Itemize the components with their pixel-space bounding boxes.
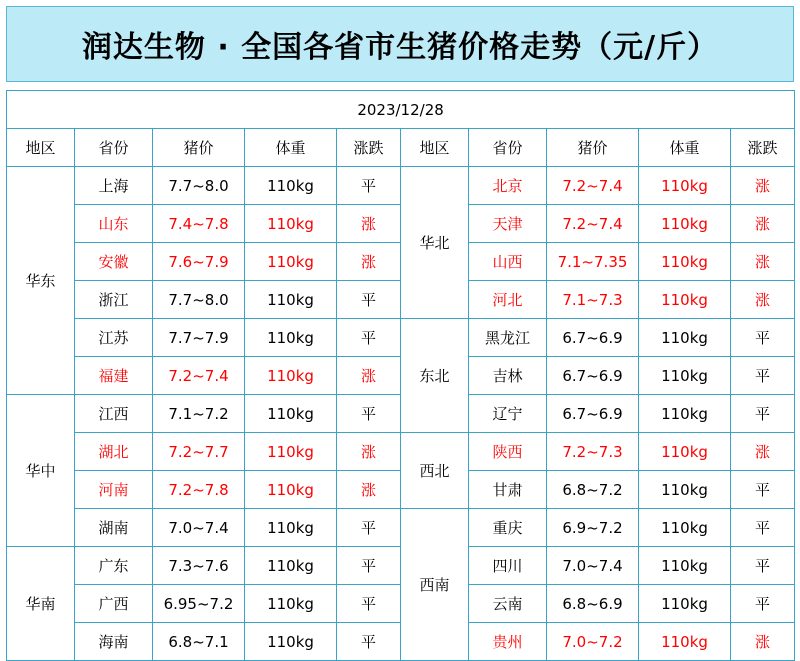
price-cell: 6.95~7.2 — [153, 585, 245, 623]
province-cell: 浙江 — [75, 281, 153, 319]
change-cell: 平 — [731, 471, 795, 509]
change-cell: 平 — [337, 319, 401, 357]
weight-cell: 110kg — [639, 433, 731, 471]
price-cell: 7.1~7.3 — [547, 281, 639, 319]
province-cell: 重庆 — [469, 509, 547, 547]
column-header-change-left: 涨跌 — [337, 129, 401, 167]
column-header-change-right: 涨跌 — [731, 129, 795, 167]
weight-cell: 110kg — [639, 167, 731, 205]
province-cell: 山西 — [469, 243, 547, 281]
change-cell: 涨 — [731, 281, 795, 319]
weight-cell: 110kg — [639, 471, 731, 509]
price-cell: 7.2~7.4 — [547, 167, 639, 205]
column-header-province-right: 省份 — [469, 129, 547, 167]
column-header-region-right: 地区 — [401, 129, 469, 167]
weight-cell: 110kg — [639, 243, 731, 281]
province-cell: 山东 — [75, 205, 153, 243]
province-cell: 吉林 — [469, 357, 547, 395]
column-header-region-left: 地区 — [7, 129, 75, 167]
weight-cell: 110kg — [245, 357, 337, 395]
province-cell: 江西 — [75, 395, 153, 433]
price-cell: 7.2~7.4 — [153, 357, 245, 395]
table-row — [7, 509, 795, 547]
date-row — [7, 91, 795, 129]
province-cell: 海南 — [75, 623, 153, 661]
province-cell: 北京 — [469, 167, 547, 205]
price-table — [6, 90, 795, 661]
change-cell: 涨 — [731, 243, 795, 281]
province-cell: 广东 — [75, 547, 153, 585]
province-cell: 安徽 — [75, 243, 153, 281]
weight-cell: 110kg — [639, 205, 731, 243]
change-cell: 平 — [337, 395, 401, 433]
price-cell: 6.8~7.1 — [153, 623, 245, 661]
price-cell: 7.0~7.4 — [547, 547, 639, 585]
province-cell: 四川 — [469, 547, 547, 585]
price-cell: 6.9~7.2 — [547, 509, 639, 547]
weight-cell: 110kg — [245, 547, 337, 585]
price-table-body — [7, 91, 795, 661]
price-cell: 7.2~7.7 — [153, 433, 245, 471]
weight-cell: 110kg — [639, 585, 731, 623]
price-cell: 7.7~8.0 — [153, 167, 245, 205]
region-cell: 华中 — [7, 395, 75, 547]
price-cell: 7.7~7.9 — [153, 319, 245, 357]
weight-cell: 110kg — [245, 319, 337, 357]
change-cell: 平 — [337, 623, 401, 661]
column-header-price-right: 猪价 — [547, 129, 639, 167]
region-cell: 华东 — [7, 167, 75, 395]
province-cell: 湖北 — [75, 433, 153, 471]
price-cell: 6.8~7.2 — [547, 471, 639, 509]
price-cell: 6.8~6.9 — [547, 585, 639, 623]
weight-cell: 110kg — [245, 395, 337, 433]
province-cell: 陕西 — [469, 433, 547, 471]
weight-cell: 110kg — [639, 319, 731, 357]
province-cell: 河北 — [469, 281, 547, 319]
change-cell: 平 — [337, 281, 401, 319]
province-cell: 贵州 — [469, 623, 547, 661]
weight-cell: 110kg — [639, 547, 731, 585]
change-cell: 平 — [337, 547, 401, 585]
price-cell: 7.0~7.4 — [153, 509, 245, 547]
province-cell: 辽宁 — [469, 395, 547, 433]
table-row — [7, 167, 795, 205]
price-cell: 6.7~6.9 — [547, 319, 639, 357]
column-header-weight-left: 体重 — [245, 129, 337, 167]
price-cell: 6.7~6.9 — [547, 395, 639, 433]
change-cell: 涨 — [337, 471, 401, 509]
price-cell: 7.2~7.3 — [547, 433, 639, 471]
change-cell: 涨 — [337, 205, 401, 243]
price-cell: 7.0~7.2 — [547, 623, 639, 661]
change-cell: 平 — [731, 357, 795, 395]
title-table-spacer — [6, 82, 794, 90]
table-row — [7, 319, 795, 357]
change-cell: 平 — [337, 167, 401, 205]
change-cell: 平 — [731, 509, 795, 547]
change-cell: 平 — [731, 395, 795, 433]
change-cell: 涨 — [731, 205, 795, 243]
weight-cell: 110kg — [245, 623, 337, 661]
weight-cell: 110kg — [639, 357, 731, 395]
weight-cell: 110kg — [245, 281, 337, 319]
column-header-weight-right: 体重 — [639, 129, 731, 167]
province-cell: 广西 — [75, 585, 153, 623]
report-title-bar — [6, 6, 794, 82]
province-cell: 甘肃 — [469, 471, 547, 509]
weight-cell: 110kg — [639, 281, 731, 319]
price-cell: 7.2~7.4 — [547, 205, 639, 243]
price-cell: 7.3~7.6 — [153, 547, 245, 585]
weight-cell: 110kg — [639, 623, 731, 661]
weight-cell: 110kg — [245, 205, 337, 243]
weight-cell: 110kg — [639, 395, 731, 433]
price-cell: 7.4~7.8 — [153, 205, 245, 243]
change-cell: 涨 — [337, 243, 401, 281]
region-cell: 西南 — [401, 509, 469, 661]
province-cell: 福建 — [75, 357, 153, 395]
page-title: 润达生物 · 全国各省市生猪价格走势（元/斤） — [81, 30, 719, 65]
report-date: 2023/12/28 — [7, 91, 795, 129]
price-cell: 6.7~6.9 — [547, 357, 639, 395]
change-cell: 平 — [731, 585, 795, 623]
price-cell: 7.1~7.35 — [547, 243, 639, 281]
change-cell: 涨 — [337, 433, 401, 471]
change-cell: 涨 — [337, 357, 401, 395]
column-header-price-left: 猪价 — [153, 129, 245, 167]
province-cell: 江苏 — [75, 319, 153, 357]
region-cell: 华北 — [401, 167, 469, 319]
change-cell: 涨 — [731, 623, 795, 661]
region-cell: 东北 — [401, 319, 469, 433]
header-row — [7, 129, 795, 167]
province-cell: 河南 — [75, 471, 153, 509]
weight-cell: 110kg — [245, 433, 337, 471]
change-cell: 平 — [731, 319, 795, 357]
province-cell: 云南 — [469, 585, 547, 623]
price-cell: 7.7~8.0 — [153, 281, 245, 319]
weight-cell: 110kg — [245, 471, 337, 509]
province-cell: 上海 — [75, 167, 153, 205]
weight-cell: 110kg — [245, 509, 337, 547]
region-cell: 西北 — [401, 433, 469, 509]
column-header-province-left: 省份 — [75, 129, 153, 167]
change-cell: 平 — [337, 585, 401, 623]
price-cell: 7.1~7.2 — [153, 395, 245, 433]
weight-cell: 110kg — [245, 585, 337, 623]
weight-cell: 110kg — [245, 167, 337, 205]
province-cell: 湖南 — [75, 509, 153, 547]
price-cell: 7.6~7.9 — [153, 243, 245, 281]
table-row — [7, 433, 795, 471]
change-cell: 涨 — [731, 433, 795, 471]
province-cell: 黑龙江 — [469, 319, 547, 357]
region-cell: 华南 — [7, 547, 75, 661]
weight-cell: 110kg — [245, 243, 337, 281]
change-cell: 平 — [337, 509, 401, 547]
price-cell: 7.2~7.8 — [153, 471, 245, 509]
change-cell: 平 — [731, 547, 795, 585]
change-cell: 涨 — [731, 167, 795, 205]
weight-cell: 110kg — [639, 509, 731, 547]
province-cell: 天津 — [469, 205, 547, 243]
